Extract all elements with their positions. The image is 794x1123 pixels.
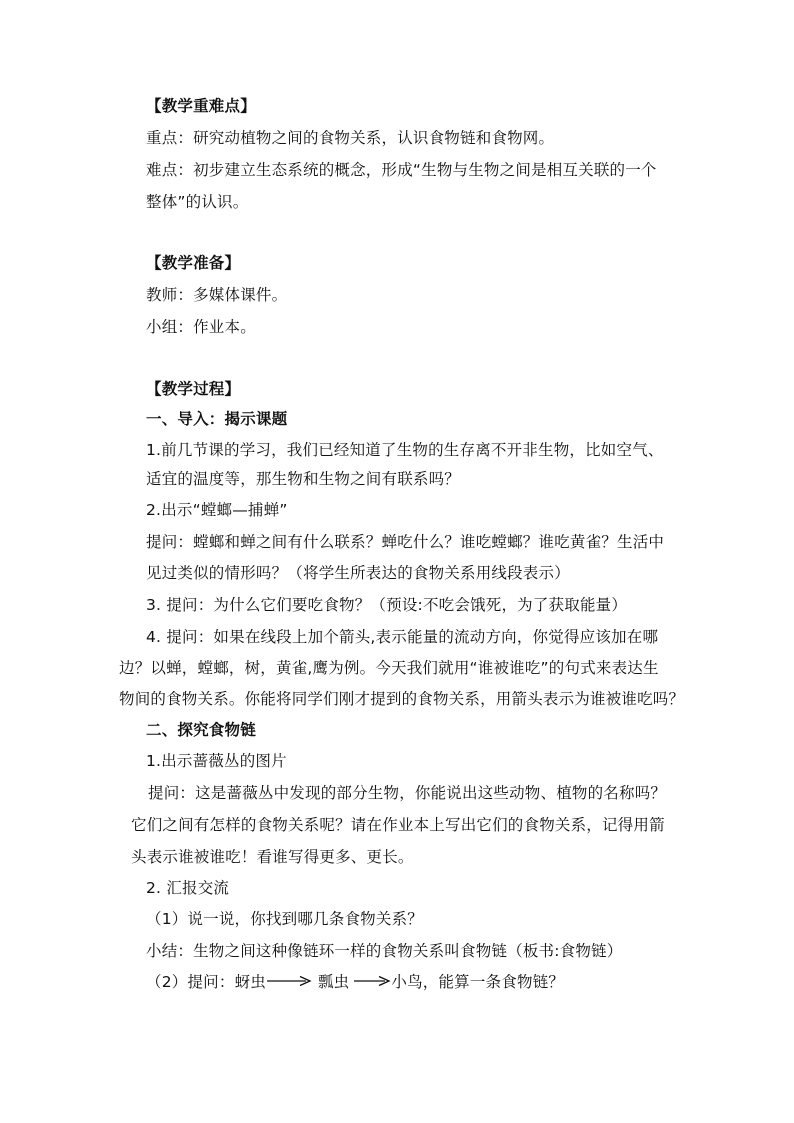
s2-2-prefix: （2）提问： bbox=[146, 973, 235, 991]
text-teacher-prep: 教师：多媒体课件。 bbox=[146, 286, 288, 304]
food-chain-question bbox=[146, 972, 564, 992]
arrow-right-icon bbox=[353, 975, 391, 987]
part1-title: 一、导入：揭示课题 bbox=[146, 410, 288, 428]
heading-preparation: 【教学准备】 bbox=[146, 254, 241, 272]
p2: 2.出示“螳螂—捕蝉” bbox=[146, 501, 288, 519]
p3: 3. 提问：为什么它们要吃食物？（预设:不吃会饿死，为了获取能量） bbox=[146, 596, 628, 614]
p1-line1: 1.前几节课的学习，我们已经知道了生物的生存离不开非生物，比如空气、 bbox=[146, 441, 664, 459]
chain-aphid: 蚜虫 bbox=[234, 973, 266, 991]
p1-line2: 适宜的温度等，那生物和生物之间有联系吗？ bbox=[146, 470, 461, 488]
s1-question-line2: 它们之间有怎样的食物关系呢？请在作业本上写出它们的食物关系，记得用箭 bbox=[131, 816, 665, 834]
p4-line2: 边？以蝉，螳螂，树，黄雀,鹰为例。今天我们就用“谁被谁吃”的句式来表达生 bbox=[119, 659, 659, 677]
p4-line1: 4. 提问：如果在线段上加个箭头,表示能量的流动方向，你觉得应该加在哪 bbox=[146, 628, 659, 646]
text-focus: 重点：研究动植物之间的食物关系，认识食物链和食物网。 bbox=[146, 129, 555, 147]
heading-key-points: 【教学重难点】 bbox=[146, 97, 256, 115]
q1-line1: 提问：螳螂和蝉之间有什么联系？蝉吃什么？谁吃螳螂？谁吃黄雀？生活中 bbox=[146, 533, 665, 551]
q1-line2: 见过类似的情形吗？（将学生所表达的食物关系用线段表示） bbox=[146, 564, 570, 582]
s1-question-line3: 头表示谁被谁吃！看谁写得更多、更长。 bbox=[131, 848, 414, 866]
chain-bird: 小鸟 bbox=[391, 973, 423, 991]
s1: 1.出示蔷薇丛的图片 bbox=[146, 752, 287, 770]
text-difficulty-line1: 难点：初步建立生态系统的概念，形成“生物与生物之间是相互关联的一个 bbox=[146, 161, 657, 179]
p4-line3: 物间的食物关系。你能将同学们刚才提到的食物关系，用箭头表示为谁被谁吃吗？ bbox=[119, 690, 685, 708]
s1-question-line1: 提问：这是蔷薇丛中发现的部分生物，你能说出这些动物、植物的名称吗？ bbox=[148, 784, 667, 802]
arrow-right-icon bbox=[266, 975, 312, 987]
s2-2-suffix: ，能算一条食物链？ bbox=[422, 973, 565, 991]
heading-process: 【教学过程】 bbox=[146, 380, 241, 398]
s2-1: （1）说一说，你找到哪几条食物关系？ bbox=[146, 910, 423, 928]
s2: 2. 汇报交流 bbox=[146, 879, 230, 897]
part2-title: 二、探究食物链 bbox=[146, 721, 256, 739]
summary: 小结：生物之间这种像链环一样的食物关系叫食物链（板书:食物链） bbox=[146, 942, 623, 960]
text-difficulty-line2: 整体”的认识。 bbox=[146, 193, 249, 211]
chain-ladybug: 瓢虫 bbox=[317, 973, 350, 991]
text-group-prep: 小组：作业本。 bbox=[146, 318, 256, 336]
